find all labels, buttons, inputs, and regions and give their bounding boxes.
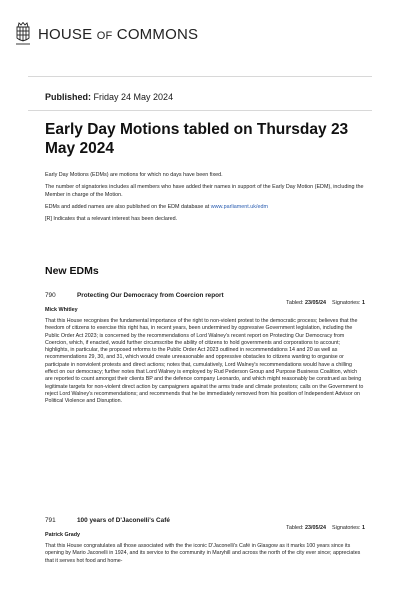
tabled-label: Tabled: (286, 300, 304, 306)
intro-p4: [R] Indicates that a relevant interest has been declared. (45, 216, 178, 222)
edm-item (45, 292, 365, 406)
page-title: Early Day Motions tabled on Thursday 23 May 2024 (45, 121, 349, 157)
edm-number: 791 (45, 517, 56, 524)
signatories-label: Signatories: (332, 300, 361, 306)
edm-database-link[interactable]: www.parliament.uk/edm (210, 204, 268, 210)
tabled-date: 23/05/24 (305, 525, 327, 531)
divider-top (28, 76, 372, 77)
tabled-label: Tabled: (286, 525, 304, 531)
org-name (38, 26, 198, 43)
intro (45, 171, 365, 227)
portcullis-logo (14, 22, 32, 46)
intro-p2: The number of signatories includes all members who have added their names in support of the Early Day Motion (EDM), including the Member in charge of the Motion. (45, 184, 364, 198)
edm-text: That this House recognises the fundamental importance of the right to non-violent protest to the democratic process; believes that the freedom of citizens to exercise this right has, in recent years, been undermined by oppressive Government legislation, including the Public Order Act 2023; is concerned by the recommendations of Lord Walney's recent report on Protecting Our Democracy from Coercion, which, if enacted, would further circumscribe the ability of citizens to hold governments and corporations to account; highlights, in particular, the proposed reforms to the Public Order Act 2023 outlined in recommendations 14 and 20 as well as recommendations 29, 30, and 31, which would create unreasonable and oppressive obstacles to citizens wanting to organise or participate in nonviolent protests and direct actions; notes that, cumulatively, Lord Walney's recommendations would have a chilling effect on our democracy; further notes that Lord Walney is employed by Rud Pederson Group and Purpose Business Coalition, which are reported to count amongst their clients BP and the defence company Leonardo, and which might reasonably be construed as being legitimate targets for non-violent direct action by campaigners against the arms trade and climate protestors; calls on the Government to reject Lord Walney's recommendations; and recommends that he be immediately removed from his position of Independent Advisor on Political Violence and Disruption. (45, 318, 364, 405)
edm-number: 790 (45, 292, 56, 299)
published-label: Published: (45, 92, 92, 102)
signatories-label: Signatories: (332, 525, 361, 531)
edm-tabled (286, 525, 365, 531)
intro-p3-text: EDMs and added names are also published on the EDM database at (45, 204, 210, 210)
tabled-date: 23/05/24 (305, 300, 327, 306)
signatories-count: 1 (362, 525, 365, 531)
edm-tabled (286, 300, 365, 306)
divider-bottom (28, 110, 372, 111)
org-name-of: OF (96, 29, 113, 42)
edm-text: That this House congratulates all those associated with the the iconic D'Jaconelli's Café in Glasgow as it marks 100 years since its opening by Mario Jaconelli in 1924, and its service to the community in Maryhill and across the north of the city ever since; appreciates that it serves hot food and home- (45, 543, 361, 564)
header (14, 22, 198, 46)
edm-title: Protecting Our Democracy from Coercion report (77, 292, 224, 299)
intro-p1: Early Day Motions (EDMs) are motions for which no days have been fixed. (45, 172, 223, 178)
published-date: Friday 24 May 2024 (93, 92, 174, 102)
edm-author: Mick Whitley (45, 307, 78, 313)
edm-author: Patrick Grady (45, 532, 81, 538)
org-name-house: HOUSE (38, 25, 93, 43)
published-line (45, 92, 173, 102)
org-name-commons: COMMONS (116, 25, 199, 43)
intro-p3 (45, 203, 365, 211)
edm-title: 100 years of D'Jaconelli's Café (77, 517, 170, 524)
signatories-count: 1 (362, 300, 365, 306)
section-heading: New EDMs (45, 265, 99, 277)
edm-item (45, 517, 365, 565)
